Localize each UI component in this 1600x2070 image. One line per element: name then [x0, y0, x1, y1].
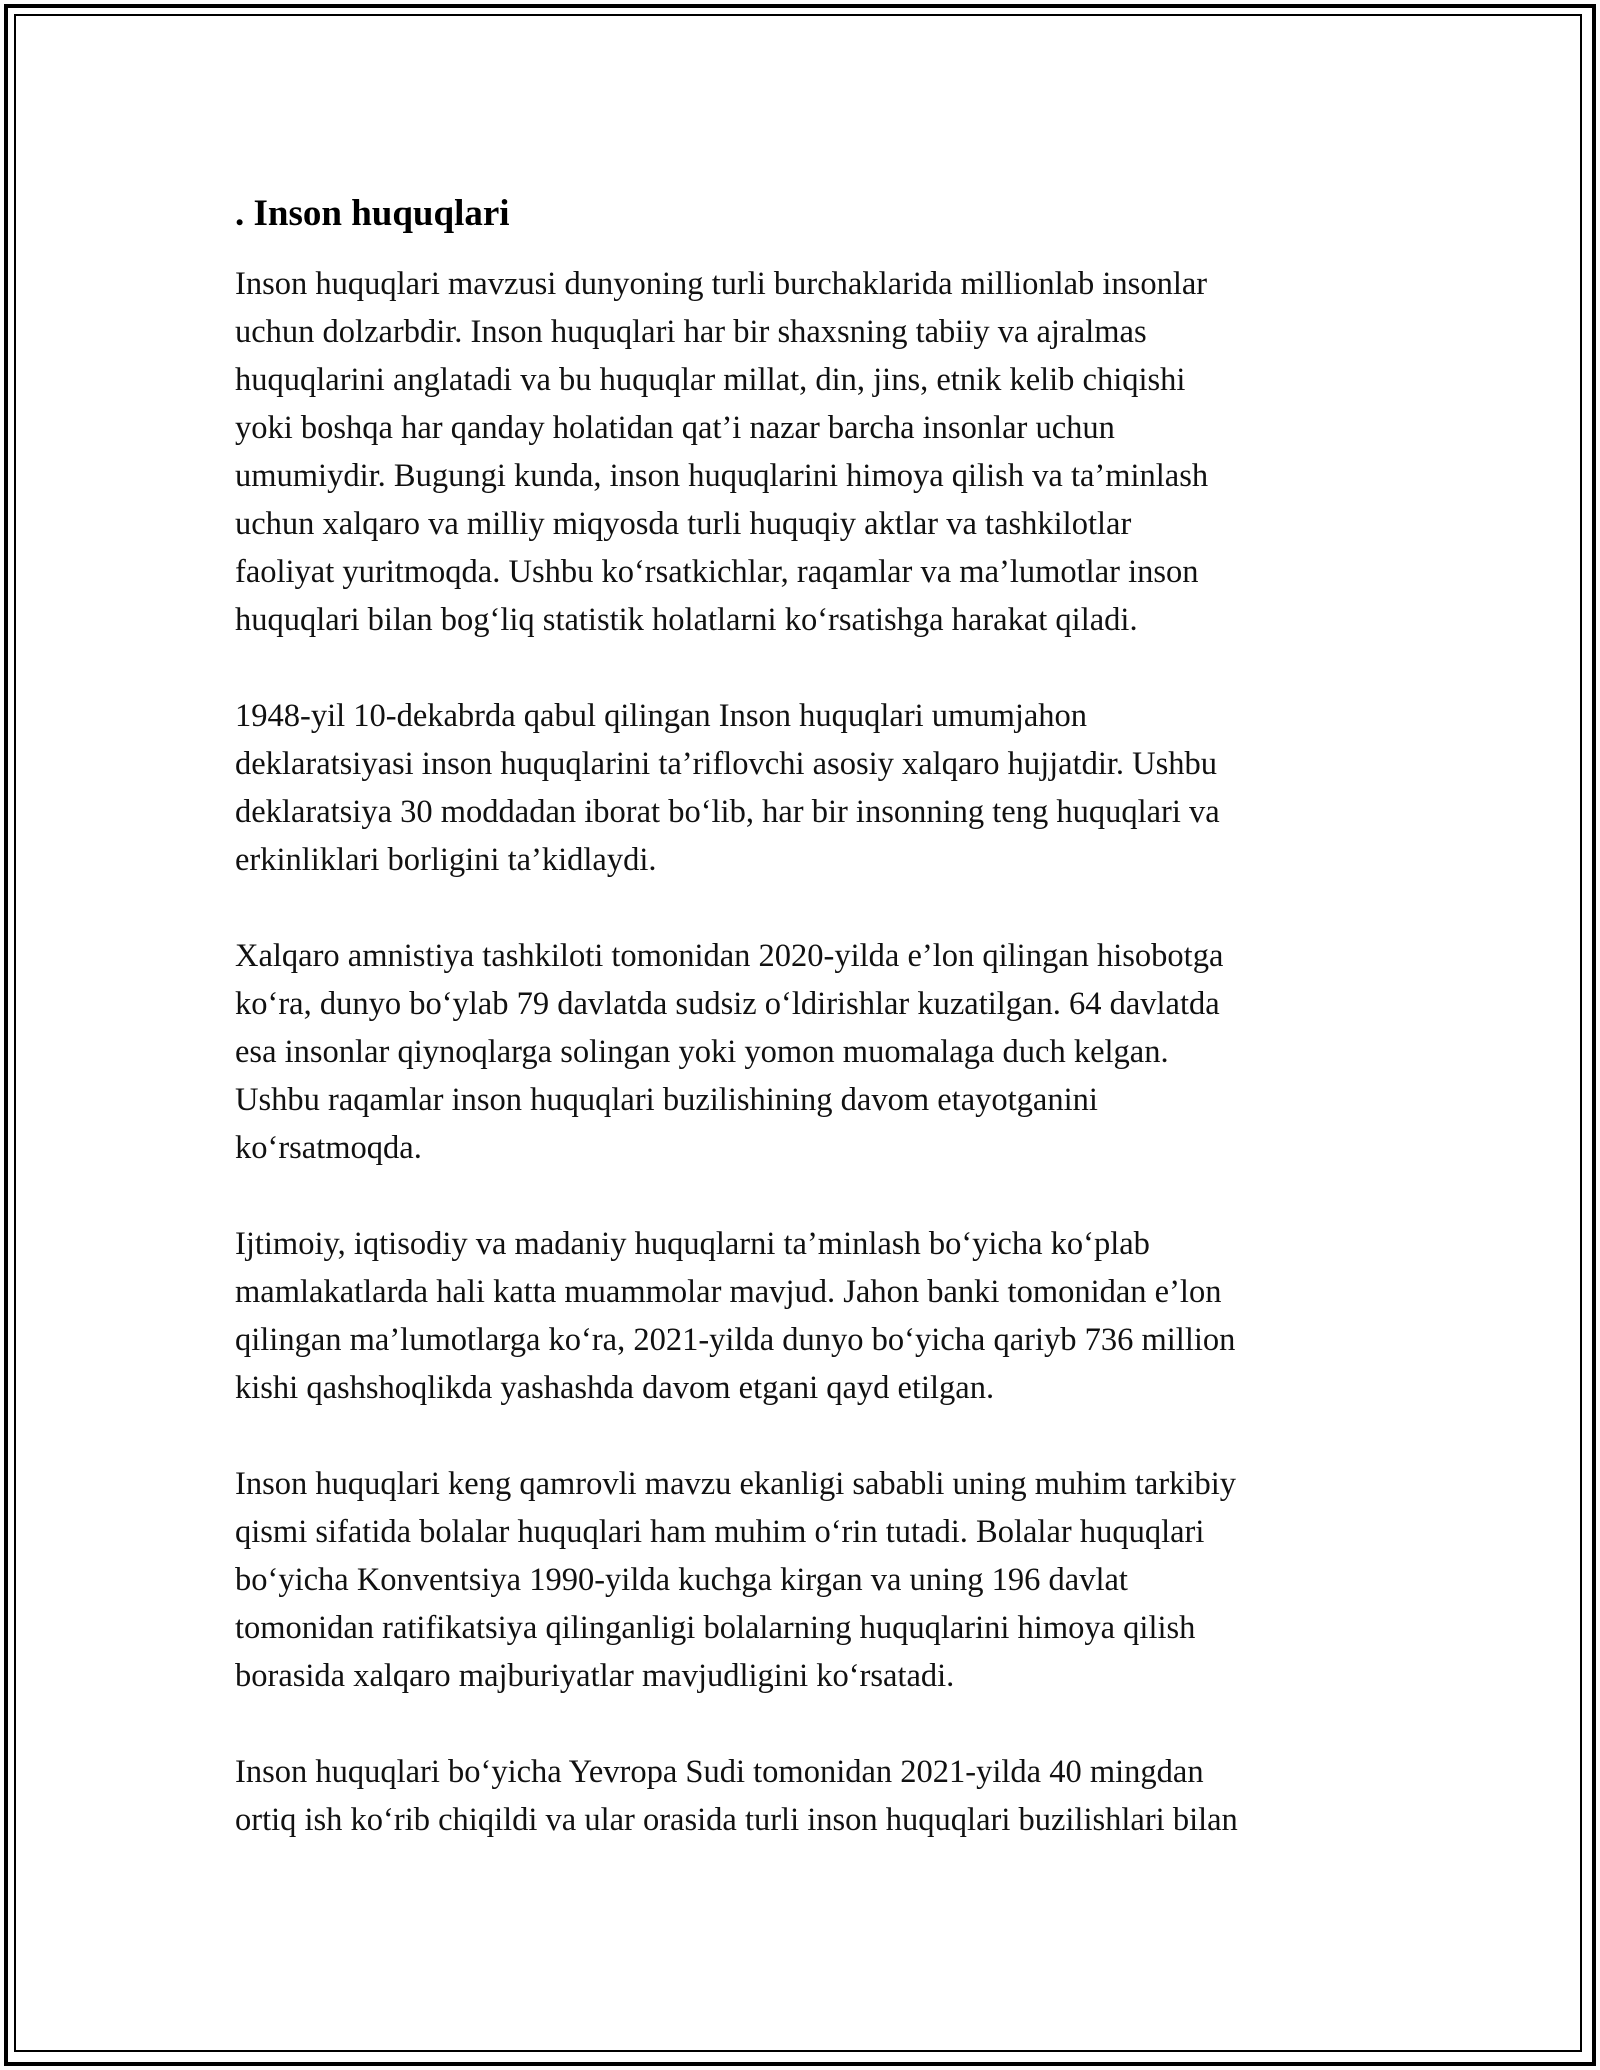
text-line: 1948-yil 10-dekabrda qabul qilingan Inson huquqlari umumjahon — [235, 698, 1088, 734]
text-line: Xalqaro amnistiya tashkiloti tomonidan 2020-yilda e’lon qilingan hisobotga — [235, 938, 1224, 974]
paragraph-6 — [235, 1748, 1375, 1844]
text-line: yoki boshqa har qanday holatidan qat’i nazar barcha insonlar uchun — [235, 410, 1115, 446]
text-line: Inson huquqlari keng qamrovli mavzu ekanligi sababli uning muhim tarkibiy — [235, 1466, 1236, 1502]
text-line: umumiydir. Bugungi kunda, inson huquqlarini himoya qilish va ta’minlash — [235, 458, 1209, 494]
text-line: bo‘yicha Konventsiya 1990-yilda kuchga kirgan va uning 196 davlat — [235, 1562, 1128, 1598]
text-line: esa insonlar qiynoqlarga solingan yoki yomon muomalaga duch kelgan. — [235, 1034, 1169, 1070]
text-line: Ushbu raqamlar inson huquqlari buzilishining davom etayotganini — [235, 1082, 1098, 1118]
text-line: faoliyat yuritmoqda. Ushbu ko‘rsatkichlar, raqamlar va ma’lumotlar inson — [235, 554, 1199, 590]
text-line: qilingan ma’lumotlarga ko‘ra, 2021-yilda dunyo bo‘yicha qariyb 736 million — [235, 1322, 1236, 1358]
text-line: huquqlarini anglatadi va bu huquqlar millat, din, jins, etnik kelib chiqishi — [235, 362, 1186, 398]
text-line: uchun xalqaro va milliy miqyosda turli huquqiy aktlar va tashkilotlar — [235, 506, 1132, 542]
paragraph-3 — [235, 932, 1375, 1172]
paragraph-1 — [235, 260, 1375, 644]
text-line: borasida xalqaro majburiyatlar mavjudligini ko‘rsatadi. — [235, 1658, 955, 1694]
text-line: ko‘rsatmoqda. — [235, 1130, 422, 1166]
text-line: deklaratsiya 30 moddadan iborat bo‘lib, har bir insonning teng huquqlari va — [235, 794, 1220, 830]
text-line: kishi qashshoqlikda yashashda davom etgani qayd etilgan. — [235, 1370, 995, 1406]
paragraph-4 — [235, 1220, 1375, 1412]
text-line: ortiq ish ko‘rib chiqildi va ular orasida turli inson huquqlari buzilishlari bilan — [235, 1802, 1238, 1838]
text-line: tomonidan ratifikatsiya qilinganligi bolalarning huquqlarini himoya qilish — [235, 1610, 1196, 1646]
text-line: qismi sifatida bolalar huquqlari ham muhim o‘rin tutadi. Bolalar huquqlari — [235, 1514, 1205, 1550]
document-body — [235, 190, 1375, 1892]
text-line: Ijtimoiy, iqtisodiy va madaniy huquqlarni ta’minlash bo‘yicha ko‘plab — [235, 1226, 1150, 1262]
text-line: Inson huquqlari bo‘yicha Yevropa Sudi tomonidan 2021-yilda 40 mingdan — [235, 1754, 1204, 1790]
section-heading: . Inson huquqlari — [235, 193, 510, 234]
paragraph-2 — [235, 692, 1375, 884]
text-line: ko‘ra, dunyo bo‘ylab 79 davlatda sudsiz o‘ldirishlar kuzatilgan. 64 davlatda — [235, 986, 1220, 1022]
text-line: Inson huquqlari mavzusi dunyoning turli burchaklarida millionlab insonlar — [235, 266, 1208, 302]
text-line: deklaratsiyasi inson huquqlarini ta’riflovchi asosiy xalqaro hujjatdir. Ushbu — [235, 746, 1218, 782]
text-line: uchun dolzarbdir. Inson huquqlari har bir shaxsning tabiiy va ajralmas — [235, 314, 1147, 350]
text-line: mamlakatlarda hali katta muammolar mavjud. Jahon banki tomonidan e’lon — [235, 1274, 1222, 1310]
text-line: erkinliklari borligini ta’kidlaydi. — [235, 842, 657, 878]
text-line: huquqlari bilan bog‘liq statistik holatlarni ko‘rsatishga harakat qiladi. — [235, 602, 1138, 638]
paragraph-5 — [235, 1460, 1375, 1700]
